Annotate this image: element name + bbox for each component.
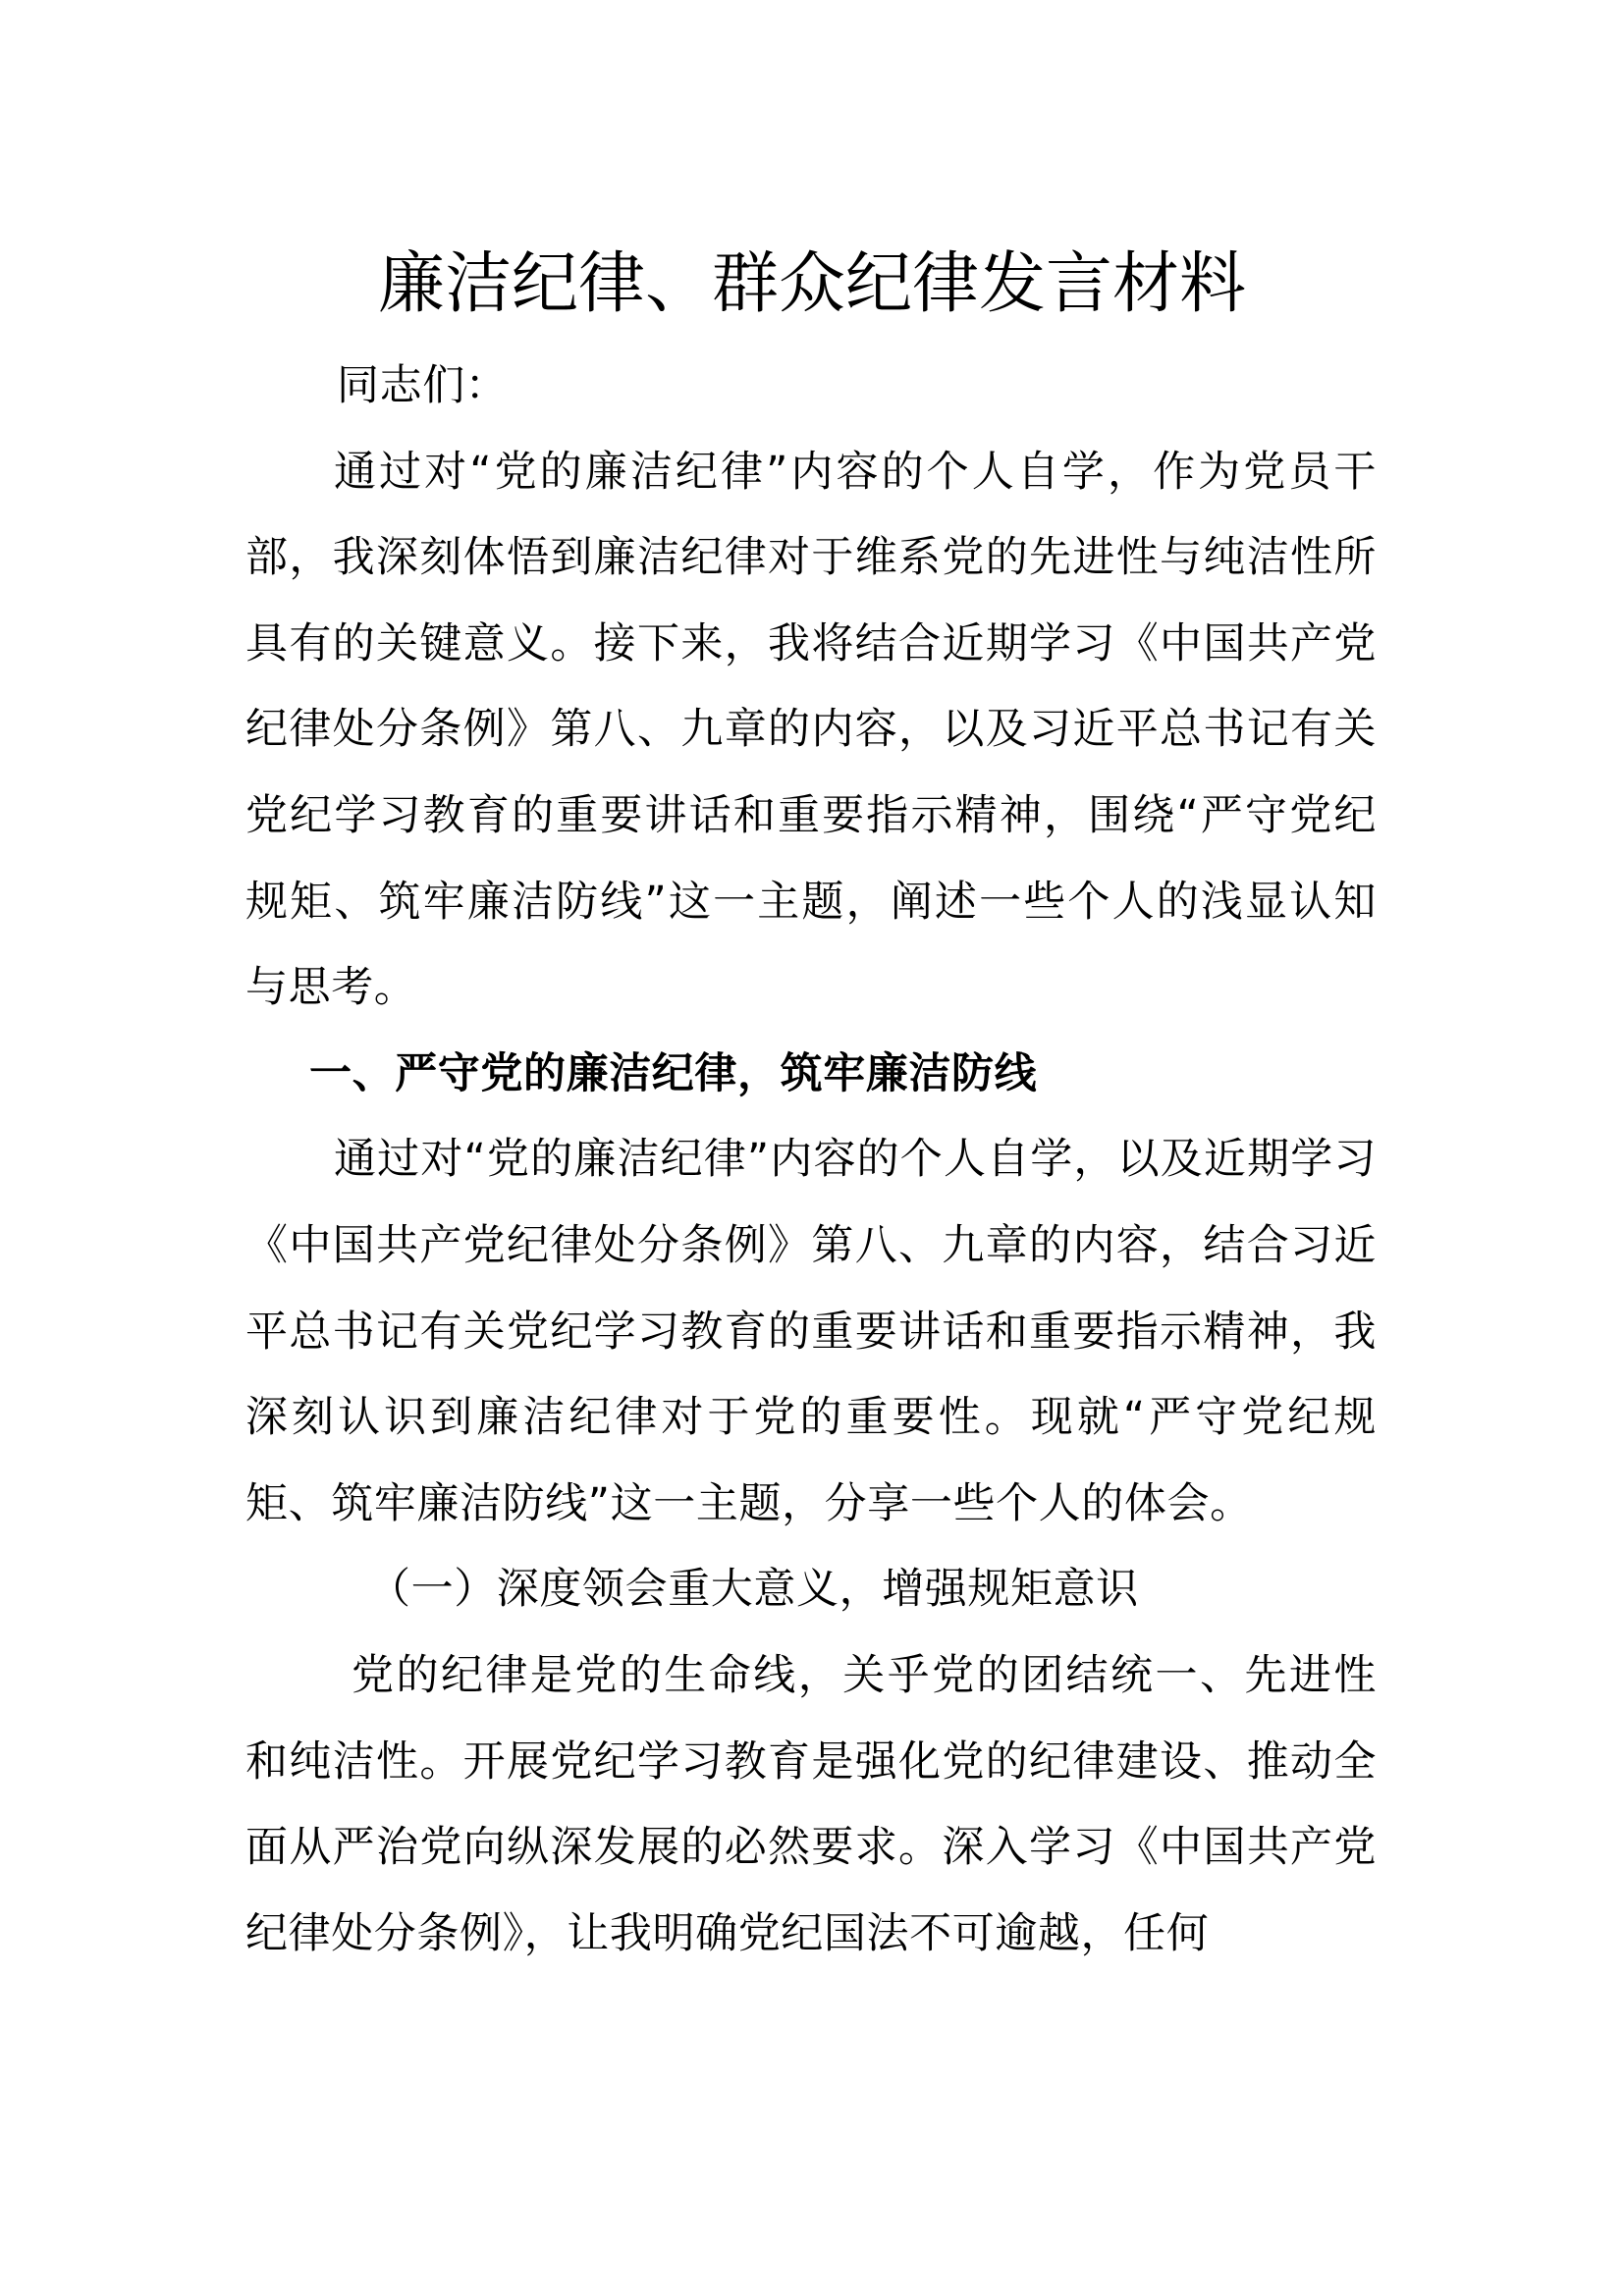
paragraph-intro: 通过对“党的廉洁纪律”内容的个人自学，作为党员干部，我深刻体悟到廉洁纪律对于维系党的先进性与纯洁性所具有的关键意义。接下来，我将结合近期学习《中国共产党纪律处分条例》第八、九章的内容，以及习近平总书记有关党纪学习教育的重要讲话和重要指示精神，围绕“严守党纪规矩、筑牢廉洁防线”这一主题，阐述一些个人的浅显认知与思考。: [245, 447, 1377, 1013]
document-title: 廉洁纪律、群众纪律发言材料: [377, 245, 1246, 323]
document-body: [245, 344, 1377, 1977]
greeting: 同志们：: [337, 361, 509, 410]
subsection-heading-1: （一）深度领会重大意义，增强规矩意识: [368, 1565, 1139, 1615]
paragraph-subsection-1: 党的纪律是党的生命线，关乎党的团结统一、先进性和纯洁性。开展党纪学习教育是强化党的纪律建设、推动全面从严治党向纵深发展的必然要求。深入学习《中国共产党纪律处分条例》，让我明确党纪国法不可逾越，任何: [245, 1650, 1377, 1958]
paragraph-section-1-intro: 通过对“党的廉洁纪律”内容的个人自学，以及近期学习《中国共产党纪律处分条例》第八、九章的内容，结合习近平总书记有关党纪学习教育的重要讲话和重要指示精神，我深刻认识到廉洁纪律对于党的重要性。现就“严守党纪规矩、筑牢廉洁防线”这一主题，分享一些个人的体会。: [245, 1135, 1377, 1528]
section-heading-1: 一、严守党的廉洁纪律，筑牢廉洁防线: [309, 1048, 1038, 1098]
